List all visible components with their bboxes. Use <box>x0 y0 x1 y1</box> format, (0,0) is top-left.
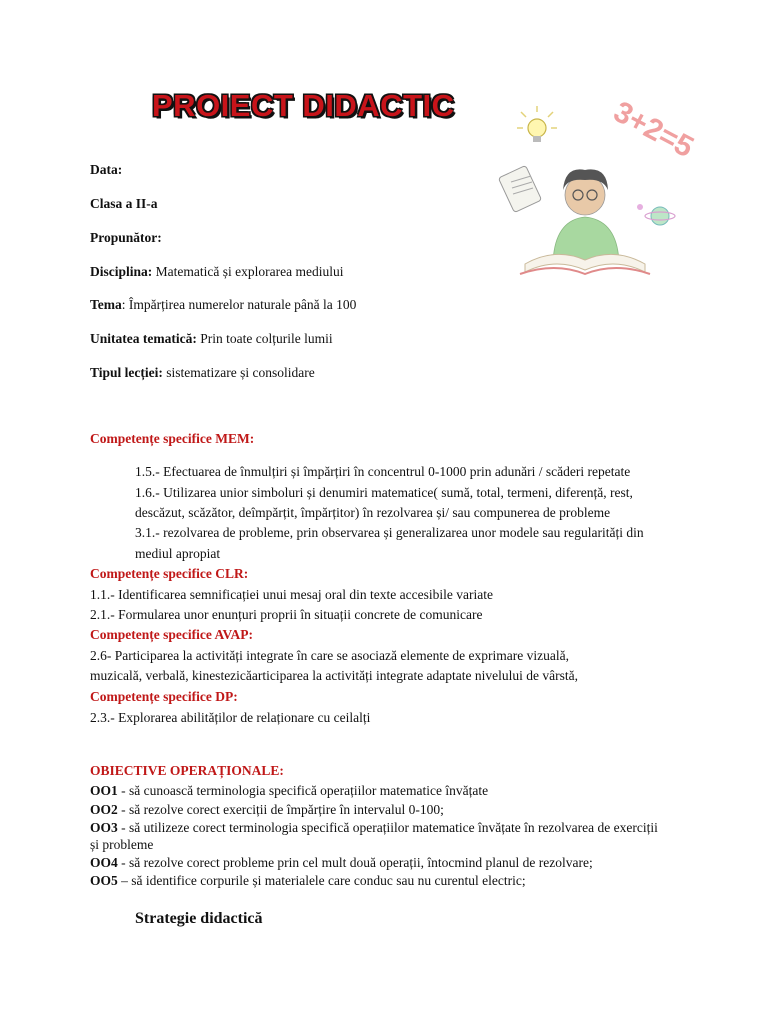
lesson-type-line <box>90 365 315 381</box>
document-title: PROIECT DIDACTIC <box>152 88 455 123</box>
clr-item: 1.1.- Identificarea semnificației unui mesaj oral din texte accesibile variate <box>90 587 493 602</box>
unit-label: Unitatea tematică: <box>90 331 197 346</box>
objective-row <box>90 783 488 799</box>
unit-line <box>90 331 333 347</box>
objective-code: OO4 <box>90 855 118 870</box>
objective-text: - să cunoască terminologia specifică operațiilor matematice învățate <box>117 783 489 798</box>
discipline-value: Matematică și explorarea mediului <box>155 264 344 279</box>
mem-heading: Competențe specifice MEM: <box>90 431 255 446</box>
objective-text: - să rezolve corect probleme prin cel mult două operații, întocmind planul de rezolvare; <box>117 855 593 870</box>
theme-line <box>90 297 356 313</box>
person-reading-icon <box>520 169 650 274</box>
objective-text: – să identifice corpurile și materialele care conduc sau nu curentul electric; <box>117 873 526 888</box>
strategy-heading: Strategie didactică <box>135 910 263 927</box>
objective-row <box>90 855 593 871</box>
clr-heading: Competențe specifice CLR: <box>90 566 249 581</box>
discipline-line <box>90 264 343 280</box>
teacher-clipart <box>495 92 705 287</box>
lesson-type-label: Tipul lecției: <box>90 365 163 380</box>
lightbulb-icon <box>517 106 557 142</box>
objective-code: OO3 <box>90 820 118 835</box>
mem-item: mediul apropiat <box>135 546 221 561</box>
unit-value: Prin toate colțurile lumii <box>200 331 333 346</box>
mem-item: 1.6.- Utilizarea unior simboluri și denumiri matematice( sumă, total, termeni, diferență, rest, <box>135 485 633 500</box>
planet-icon <box>637 204 675 225</box>
equation-clipart-text: 3+2=5 <box>608 95 699 165</box>
mem-item: 1.5.- Efectuarea de înmulțiri și împărțiri în concentrul 0-1000 prin adunări / scăderi repetate <box>135 464 631 479</box>
objective-text: - să utilizeze corect terminologia specifică operațiilor matematice învățate în rezolvarea de exerciții <box>117 820 658 835</box>
calculator-icon <box>498 165 541 212</box>
date-label: Data: <box>90 162 123 177</box>
objective-row <box>90 873 526 889</box>
avap-item: muzicală, verbală, kinestezicăarticiparea la activități integrate adaptate nivelului de vârstă, <box>90 668 578 683</box>
objective-row-continuation <box>90 837 153 853</box>
class-label: Clasa a II-a <box>90 196 158 211</box>
dp-heading: Competențe specifice DP: <box>90 689 238 704</box>
author-label: Propunător: <box>90 230 162 245</box>
avap-item: 2.6- Participarea la activități integrate în care se asociază elemente de exprimare vizuală, <box>90 648 569 663</box>
mem-item: descăzut, scăzător, deîmpărțit, împărțitor) în rezolvarea și/ sau compunerea de probleme <box>135 505 611 520</box>
objective-code: OO1 <box>90 783 118 798</box>
clr-item: 2.1.- Formularea unor enunțuri proprii în situații concrete de comunicare <box>90 607 483 622</box>
objective-text: - să rezolve corect exerciții de împărțire în intervalul 0-100; <box>117 802 444 817</box>
objective-code: OO5 <box>90 873 118 888</box>
objective-row <box>90 820 658 836</box>
avap-heading: Competențe specifice AVAP: <box>90 627 253 642</box>
dp-item: 2.3.- Explorarea abilităților de relaționare cu ceilalți <box>90 710 371 725</box>
objective-code: OO2 <box>90 802 118 817</box>
objective-text: și probleme <box>90 837 154 852</box>
theme-label: Tema <box>90 297 122 312</box>
theme-value: : Împărțirea numerelor naturale până la 100 <box>121 297 357 312</box>
mem-item: 3.1.- rezolvarea de probleme, prin observarea și generalizarea unor modele sau regularități din <box>135 525 644 540</box>
objectives-heading: OBIECTIVE OPERAȚIONALE: <box>90 763 284 778</box>
lesson-type-value: sistematizare și consolidare <box>166 365 315 380</box>
objective-row <box>90 802 444 818</box>
discipline-label: Disciplina: <box>90 264 153 279</box>
